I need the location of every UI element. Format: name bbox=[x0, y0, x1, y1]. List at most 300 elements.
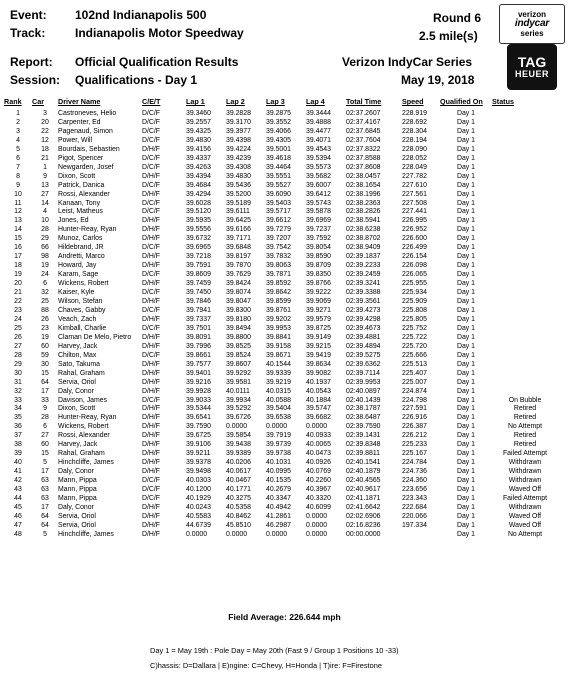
cell-status bbox=[492, 262, 558, 271]
cell-lap-4: 39.4477 bbox=[306, 127, 331, 135]
cell-lap-4: 40.1884 bbox=[306, 396, 331, 404]
cell-cet: D/C/F bbox=[142, 477, 160, 485]
cell-speed: 228.052 bbox=[402, 154, 427, 162]
cell-qualified-on: Day 1 bbox=[456, 110, 475, 117]
cell-lap-2: 40.0206 bbox=[226, 459, 251, 467]
cell-car: 9 bbox=[43, 172, 47, 180]
cell-cet: D/C/F bbox=[142, 136, 160, 144]
column-header-driver-name: Driver Name bbox=[58, 97, 101, 106]
cell-cet: D/H/F bbox=[142, 387, 160, 395]
report-label: Report: bbox=[10, 55, 53, 69]
cell-status: Retired bbox=[513, 405, 537, 413]
cell-status bbox=[492, 235, 558, 244]
cell-status bbox=[492, 361, 558, 370]
session-value: Qualifications - Day 1 bbox=[75, 73, 198, 87]
cell-cet: D/H/F bbox=[142, 503, 160, 511]
table-row bbox=[4, 388, 558, 397]
cell-lap-4: 0.0000 bbox=[306, 521, 328, 529]
table-row bbox=[4, 173, 558, 182]
cell-rank: 34 bbox=[14, 405, 22, 413]
cell-lap-1: 39.7218 bbox=[186, 253, 211, 261]
cell-speed: 227.610 bbox=[402, 181, 427, 189]
cell-rank: 5 bbox=[16, 145, 20, 153]
cell-lap-4: 39.5394 bbox=[306, 154, 331, 162]
cell-status bbox=[492, 226, 558, 235]
cell-driver-name: Kanaan, Tony bbox=[58, 199, 101, 207]
cell-rank: 45 bbox=[14, 503, 22, 511]
cell-qualified-on: Day 1 bbox=[456, 226, 475, 234]
cell-lap-3: 39.4464 bbox=[266, 163, 291, 171]
cell-car: 14 bbox=[41, 199, 49, 207]
cell-speed: 226.212 bbox=[402, 432, 427, 440]
cell-rank: 30 bbox=[14, 369, 22, 377]
cell-status: No Attempt bbox=[507, 423, 543, 431]
cell-lap-4: 39.6682 bbox=[306, 414, 331, 422]
cell-cet: D/C/F bbox=[142, 154, 160, 162]
cell-lap-1: 39.5344 bbox=[186, 405, 211, 413]
cell-total-time: 02:39.1837 bbox=[346, 253, 381, 261]
cell-total-time: 02:37.4167 bbox=[346, 118, 381, 126]
cell-lap-4: 39.6969 bbox=[306, 217, 331, 225]
cell-status bbox=[492, 334, 558, 343]
table-row bbox=[4, 343, 558, 352]
cell-lap-3: 39.8671 bbox=[266, 351, 291, 359]
cell-lap-1: 39.4684 bbox=[186, 181, 211, 189]
cell-lap-1: 39.9216 bbox=[186, 378, 211, 386]
table-row bbox=[4, 298, 558, 307]
track-value: Indianapolis Motor Speedway bbox=[75, 26, 244, 40]
cell-speed: 226.065 bbox=[402, 271, 427, 279]
cell-lap-2: 0.0000 bbox=[226, 530, 248, 538]
cell-total-time: 02:37.8322 bbox=[346, 145, 381, 153]
cell-qualified-on: Day 1 bbox=[456, 280, 475, 288]
column-header-qualified-on: Qualified On bbox=[440, 97, 483, 106]
cell-lap-3: 39.9219 bbox=[266, 378, 291, 386]
cell-status: Withdrawn bbox=[508, 477, 542, 485]
cell-car: 33 bbox=[41, 396, 49, 404]
cell-car: 32 bbox=[41, 289, 49, 297]
cell-cet: D/H/F bbox=[142, 432, 160, 440]
report-date: May 19, 2018 bbox=[401, 73, 475, 87]
cell-driver-name: Pagenaud, Simon bbox=[58, 127, 113, 135]
cell-cet: D/H/F bbox=[142, 530, 160, 538]
cell-lap-1: 39.7337 bbox=[186, 315, 211, 323]
cell-lap-3: 41.2861 bbox=[266, 512, 291, 520]
cell-driver-name: Newgarden, Josef bbox=[58, 163, 114, 171]
cell-lap-1: 39.6541 bbox=[186, 414, 211, 422]
cell-lap-4: 40.2260 bbox=[306, 477, 331, 485]
cell-lap-1: 39.7577 bbox=[186, 360, 211, 368]
cell-speed: 223.343 bbox=[402, 494, 427, 502]
cell-status bbox=[492, 271, 558, 280]
cell-total-time: 02:38.0457 bbox=[346, 172, 381, 180]
cell-rank: 40 bbox=[14, 459, 22, 467]
table-row bbox=[4, 477, 558, 486]
table-row bbox=[4, 370, 558, 379]
cell-lap-1: 0.0000 bbox=[186, 530, 208, 538]
cell-rank: 2 bbox=[16, 118, 20, 126]
cell-lap-4: 40.1937 bbox=[306, 378, 331, 386]
cell-lap-1: 39.6725 bbox=[186, 432, 211, 440]
cell-driver-name: Karam, Sage bbox=[58, 271, 99, 279]
cell-driver-name: Power, Will bbox=[58, 136, 93, 144]
cell-rank: 28 bbox=[14, 351, 22, 359]
cell-lap-1: 39.7590 bbox=[186, 423, 211, 431]
cell-total-time: 02:37.8588 bbox=[346, 154, 381, 162]
table-row bbox=[4, 397, 558, 406]
cell-lap-1: 39.5556 bbox=[186, 226, 211, 234]
cell-car: 12 bbox=[41, 136, 49, 144]
cell-lap-4: 39.8590 bbox=[306, 253, 331, 261]
table-row bbox=[4, 432, 558, 441]
cell-rank: 6 bbox=[16, 154, 20, 162]
table-row bbox=[4, 164, 558, 173]
cell-total-time: 02:38.1996 bbox=[346, 190, 381, 198]
cell-driver-name: Veach, Zach bbox=[58, 315, 97, 323]
cell-rank: 38 bbox=[14, 441, 22, 449]
cell-total-time: 02:37.6845 bbox=[346, 127, 381, 135]
cell-car: 26 bbox=[41, 315, 49, 323]
cell-car: 98 bbox=[41, 253, 49, 261]
cell-lap-4: 40.0933 bbox=[306, 432, 331, 440]
cell-qualified-on: Day 1 bbox=[456, 289, 475, 297]
cell-lap-4: 39.8709 bbox=[306, 262, 331, 270]
cell-speed bbox=[402, 531, 440, 540]
table-row bbox=[4, 325, 558, 334]
cell-rank: 41 bbox=[14, 468, 22, 476]
tag-heuer-logo-line2: HEUER bbox=[514, 69, 549, 79]
cell-lap-4: 39.8725 bbox=[306, 324, 331, 332]
cell-lap-1: 39.4337 bbox=[186, 154, 211, 162]
cell-speed: 225.722 bbox=[402, 333, 427, 341]
cell-lap-1: 39.4156 bbox=[186, 145, 211, 153]
cell-speed: 226.995 bbox=[402, 217, 427, 225]
event-label: Event: bbox=[10, 8, 47, 22]
cell-lap-1: 39.7591 bbox=[186, 262, 211, 270]
cell-rank: 48 bbox=[14, 530, 22, 538]
cell-qualified-on: Day 1 bbox=[456, 333, 475, 341]
column-header-lap-2: Lap 2 bbox=[226, 97, 245, 106]
cell-speed: 225.407 bbox=[402, 369, 427, 377]
cell-speed: 224.784 bbox=[402, 459, 427, 467]
cell-lap-1: 39.9378 bbox=[186, 459, 211, 467]
cell-driver-name: Dixon, Scott bbox=[58, 405, 96, 413]
cell-cet: D/C/F bbox=[142, 110, 160, 117]
tag-heuer-logo-line1: TAG bbox=[517, 54, 547, 70]
cell-speed: 226.154 bbox=[402, 253, 427, 261]
cell-qualified-on: Day 1 bbox=[456, 423, 475, 431]
cell-lap-2: 39.3170 bbox=[226, 118, 251, 126]
cell-rank: 15 bbox=[14, 235, 22, 243]
cell-lap-3: 39.9739 bbox=[266, 441, 291, 449]
cell-status bbox=[492, 191, 558, 200]
cell-lap-4: 39.8350 bbox=[306, 271, 331, 279]
cell-lap-1: 40.1929 bbox=[186, 494, 211, 502]
cell-rank: 17 bbox=[14, 253, 22, 261]
table-row bbox=[4, 119, 558, 128]
table-row bbox=[4, 513, 558, 522]
cell-lap-4: 39.9082 bbox=[306, 369, 331, 377]
cell-lap-3: 40.3347 bbox=[266, 494, 291, 502]
cell-cet: D/H/F bbox=[142, 145, 160, 153]
cell-lap-2: 39.8800 bbox=[226, 333, 251, 341]
table-row bbox=[4, 423, 558, 432]
cell-lap-1: 39.6732 bbox=[186, 235, 211, 243]
cell-total-time: 02:39.3388 bbox=[346, 289, 381, 297]
cell-lap-4: 39.6412 bbox=[306, 190, 331, 198]
cell-driver-name: Mann, Pippa bbox=[58, 494, 97, 502]
table-row bbox=[4, 146, 558, 155]
table-row bbox=[4, 289, 558, 298]
cell-driver-name: Daly, Conor bbox=[58, 468, 94, 476]
cell-status bbox=[492, 280, 558, 289]
cell-total-time: 02:37.7604 bbox=[346, 136, 381, 144]
cell-cet: D/H/F bbox=[142, 172, 160, 180]
field-average: Field Average: 226.644 mph bbox=[228, 612, 341, 622]
cell-car: 17 bbox=[41, 468, 49, 476]
cell-qualified-on: Day 1 bbox=[456, 494, 475, 502]
cell-speed: 197.334 bbox=[402, 521, 427, 529]
cell-lap-2: 40.0467 bbox=[226, 477, 251, 485]
cell-speed: 226.098 bbox=[402, 262, 427, 270]
cell-lap-4: 39.4888 bbox=[306, 118, 331, 126]
cell-car: 21 bbox=[41, 154, 49, 162]
cell-driver-name: Servia, Oriol bbox=[58, 378, 96, 386]
cell-lap-4: 39.5573 bbox=[306, 163, 331, 171]
cell-lap-3: 39.9339 bbox=[266, 369, 291, 377]
cell-status bbox=[492, 173, 558, 182]
cell-total-time: 02:38.2826 bbox=[346, 208, 381, 216]
column-header-lap-3: Lap 3 bbox=[266, 97, 285, 106]
cell-qualified-on: Day 1 bbox=[456, 262, 475, 270]
cell-qualified-on: Day 1 bbox=[456, 503, 475, 511]
cell-lap-2: 39.8424 bbox=[226, 280, 251, 288]
table-row bbox=[4, 217, 558, 226]
cell-lap-2: 40.0617 bbox=[226, 468, 251, 476]
event-value: 102nd Indianapolis 500 bbox=[75, 8, 207, 22]
cell-qualified-on: Day 1 bbox=[456, 315, 475, 323]
table-row bbox=[4, 450, 558, 459]
table-row bbox=[4, 486, 558, 495]
cell-qualified-on: Day 1 bbox=[456, 351, 475, 359]
cell-rank: 21 bbox=[14, 289, 22, 297]
cell-lap-1: 39.7846 bbox=[186, 298, 211, 306]
round: Round 6 bbox=[433, 11, 481, 25]
cell-cet: D/H/F bbox=[142, 369, 160, 377]
cell-status bbox=[492, 208, 558, 217]
cell-lap-4: 40.3967 bbox=[306, 486, 331, 494]
cell-lap-2: 39.9292 bbox=[226, 369, 251, 377]
cell-driver-name: Daly, Conor bbox=[58, 387, 94, 395]
cell-lap-3: 40.0588 bbox=[266, 396, 291, 404]
cell-driver-name: Munoz, Carlos bbox=[58, 235, 103, 243]
cell-lap-2: 39.5436 bbox=[226, 181, 251, 189]
cell-qualified-on: Day 1 bbox=[456, 396, 475, 404]
cell-total-time: 02:39.4894 bbox=[346, 342, 381, 350]
cell-lap-2: 39.7629 bbox=[226, 271, 251, 279]
cell-lap-3: 39.5717 bbox=[266, 208, 291, 216]
cell-lap-3: 40.1535 bbox=[266, 477, 291, 485]
cell-total-time: 02:39.5275 bbox=[346, 351, 381, 359]
cell-lap-1: 39.4394 bbox=[186, 172, 211, 180]
table-row bbox=[4, 208, 558, 217]
cell-driver-name: Patrick, Danica bbox=[58, 181, 105, 189]
cell-status bbox=[492, 298, 558, 307]
cell-lap-4: 39.8634 bbox=[306, 360, 331, 368]
cell-lap-1: 39.6965 bbox=[186, 244, 211, 252]
cell-lap-3: 39.6090 bbox=[266, 190, 291, 198]
results-header-row bbox=[4, 97, 558, 110]
table-row bbox=[4, 200, 558, 209]
indycar-logo bbox=[499, 4, 565, 44]
cell-lap-4: 39.7592 bbox=[306, 235, 331, 243]
cell-lap-4: 40.0769 bbox=[306, 468, 331, 476]
cell-car: 10 bbox=[41, 217, 49, 225]
cell-driver-name: Hunter-Reay, Ryan bbox=[58, 414, 117, 422]
cell-lap-2: 40.3275 bbox=[226, 494, 251, 502]
cell-status bbox=[492, 155, 558, 164]
table-row bbox=[4, 468, 558, 477]
cell-total-time: 02:39.8348 bbox=[346, 441, 381, 449]
table-row bbox=[4, 531, 558, 540]
cell-car: 5 bbox=[43, 459, 47, 467]
cell-lap-2: 39.8074 bbox=[226, 289, 251, 297]
cell-lap-2: 0.0000 bbox=[226, 423, 248, 431]
cell-lap-1: 40.0303 bbox=[186, 477, 211, 485]
cell-lap-2: 40.8462 bbox=[226, 512, 251, 520]
cell-total-time: 02:39.8811 bbox=[346, 450, 380, 458]
cell-cet: D/H/F bbox=[142, 441, 160, 449]
table-row bbox=[4, 226, 558, 235]
footnote-day-info: Day 1 = May 19th : Pole Day = May 20th (Fast 9 / Group 1 Positions 10 -33) bbox=[150, 646, 399, 655]
cell-qualified-on: Day 1 bbox=[456, 145, 475, 153]
cell-status bbox=[492, 137, 558, 146]
cell-cet: D/H/F bbox=[142, 217, 160, 225]
cell-speed: 225.955 bbox=[402, 280, 427, 288]
cell-rank: 12 bbox=[14, 208, 22, 216]
cell-total-time: 02:02.6906 bbox=[346, 512, 381, 520]
cell-lap-4: 0.0000 bbox=[306, 512, 328, 520]
cell-qualified-on: Day 1 bbox=[456, 441, 475, 449]
cell-lap-2: 40.1771 bbox=[226, 486, 251, 494]
cell-lap-4: 0.0000 bbox=[306, 423, 328, 431]
cell-lap-3: 39.7871 bbox=[266, 271, 291, 279]
report-value: Official Qualification Results bbox=[75, 55, 239, 69]
cell-lap-1: 39.9033 bbox=[186, 396, 211, 404]
cell-lap-2: 39.6111 bbox=[226, 208, 250, 216]
cell-rank: 47 bbox=[14, 521, 22, 529]
cell-rank: 13 bbox=[14, 217, 22, 225]
cell-car: 4 bbox=[43, 208, 47, 216]
cell-status bbox=[492, 370, 558, 379]
cell-driver-name: Chaves, Gabby bbox=[58, 306, 106, 314]
cell-car: 63 bbox=[41, 494, 49, 502]
cell-lap-4: 39.5682 bbox=[306, 172, 331, 180]
cell-lap-1: 39.4830 bbox=[186, 136, 211, 144]
cell-speed: 227.591 bbox=[402, 405, 427, 413]
cell-rank: 18 bbox=[14, 262, 22, 270]
cell-car: 29 bbox=[41, 235, 49, 243]
cell-lap-3: 39.8841 bbox=[266, 333, 291, 341]
table-row bbox=[4, 334, 558, 343]
cell-speed: 228.090 bbox=[402, 145, 427, 153]
table-row bbox=[4, 271, 558, 280]
cell-status bbox=[492, 128, 558, 137]
cell-qualified-on: Day 1 bbox=[456, 360, 475, 368]
cell-lap-2: 39.8494 bbox=[226, 324, 251, 332]
results-body bbox=[4, 110, 558, 540]
cell-cet: D/H/F bbox=[142, 315, 160, 323]
column-header-car: Car bbox=[32, 97, 44, 106]
cell-rank: 20 bbox=[14, 280, 22, 288]
cell-lap-2: 39.8197 bbox=[226, 253, 251, 261]
cell-cet: D/C/F bbox=[142, 118, 160, 126]
cell-lap-2: 39.5189 bbox=[226, 199, 251, 207]
cell-lap-1: 39.3460 bbox=[186, 110, 211, 117]
cell-car: 1 bbox=[43, 163, 47, 171]
cell-speed: 224.798 bbox=[402, 396, 427, 404]
cell-lap-3: 39.5527 bbox=[266, 181, 291, 189]
cell-car: 15 bbox=[41, 450, 49, 458]
cell-lap-4: 0.0000 bbox=[306, 530, 328, 538]
cell-rank: 25 bbox=[14, 324, 22, 332]
cell-car: 5 bbox=[43, 530, 47, 538]
table-row bbox=[4, 459, 558, 468]
cell-car: 18 bbox=[41, 145, 49, 153]
cell-total-time: 02:38.2363 bbox=[346, 199, 381, 207]
cell-speed: 228.692 bbox=[402, 118, 427, 126]
cell-qualified-on: Day 1 bbox=[456, 405, 475, 413]
cell-lap-4: 39.5878 bbox=[306, 208, 331, 216]
cell-lap-1: 39.7996 bbox=[186, 342, 211, 350]
cell-lap-4: 39.8054 bbox=[306, 244, 331, 252]
cell-lap-3: 39.8592 bbox=[266, 280, 291, 288]
cell-car: 19 bbox=[41, 262, 49, 270]
cell-total-time: 02:39.2233 bbox=[346, 262, 381, 270]
cell-qualified-on: Day 1 bbox=[456, 235, 475, 243]
cell-total-time: 02:39.3561 bbox=[346, 298, 381, 306]
series-name: Verizon IndyCar Series bbox=[342, 55, 473, 69]
cell-car: 60 bbox=[41, 342, 49, 350]
cell-lap-2: 39.4398 bbox=[226, 136, 251, 144]
cell-speed: 228.194 bbox=[402, 136, 427, 144]
cell-qualified-on: Day 1 bbox=[456, 217, 475, 225]
cell-lap-4: 39.4071 bbox=[306, 136, 331, 144]
cell-qualified-on: Day 1 bbox=[456, 163, 475, 171]
cell-cet: D/H/F bbox=[142, 378, 160, 386]
cell-lap-3: 39.3552 bbox=[266, 118, 291, 126]
cell-cet: D/H/F bbox=[142, 405, 160, 413]
cell-speed: 226.499 bbox=[402, 244, 427, 252]
cell-qualified-on: Day 1 bbox=[456, 244, 475, 252]
cell-total-time: 02:39.3241 bbox=[346, 280, 381, 288]
cell-cet: D/H/F bbox=[142, 280, 160, 288]
cell-speed: 227.782 bbox=[402, 172, 427, 180]
footnote-legend: C)hassis: D=Dallara | E)ngine: C=Chevy, H=Honda | T)ire: F=Firestone bbox=[150, 661, 382, 670]
cell-total-time: 02:37.2607 bbox=[346, 110, 381, 117]
cell-lap-4: 39.4543 bbox=[306, 145, 331, 153]
cell-lap-4: 40.0473 bbox=[306, 450, 331, 458]
cell-qualified-on: Day 1 bbox=[456, 369, 475, 377]
indycar-logo-line2: indycar bbox=[514, 18, 550, 29]
cell-lap-2: 39.9438 bbox=[226, 441, 251, 449]
cell-total-time: 02:39.4273 bbox=[346, 306, 381, 314]
cell-rank: 24 bbox=[14, 315, 22, 323]
cell-cet: D/C/F bbox=[142, 181, 160, 189]
cell-lap-2: 40.5358 bbox=[226, 503, 251, 511]
cell-cet: D/H/F bbox=[142, 298, 160, 306]
cell-driver-name: Pigot, Spencer bbox=[58, 154, 104, 162]
